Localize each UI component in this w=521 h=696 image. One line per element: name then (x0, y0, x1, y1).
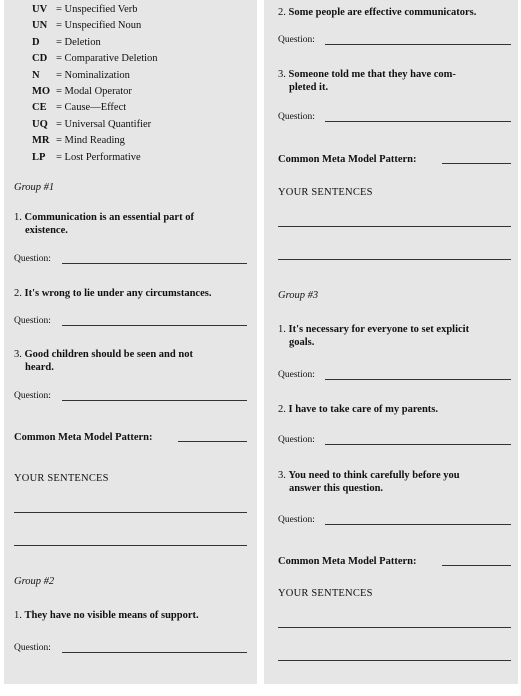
question-label: Question: (14, 254, 51, 264)
group-3-item-1 (278, 323, 469, 336)
question-label: Question: (14, 316, 51, 326)
question-label: Question: (278, 35, 315, 45)
item-text: pleted it. (289, 82, 329, 93)
answer-line[interactable] (62, 325, 247, 326)
pattern-label: Common Meta Model Pattern: (278, 556, 417, 567)
abbreviation-code: CD (32, 53, 48, 65)
group-1-item-1-cont (25, 224, 68, 237)
abbreviation-row (32, 134, 125, 147)
item-text: Good children should be seen and not (24, 349, 193, 360)
item-text: I have to take care of my parents. (288, 404, 439, 415)
answer-line[interactable] (62, 263, 247, 264)
group-1-item-3 (14, 348, 193, 361)
abbreviation-meaning: = Cause—Effect (56, 102, 127, 114)
item-text: It's wrong to lie under any circumstances. (24, 288, 212, 299)
abbreviation-code: UQ (32, 118, 48, 130)
question-label: Question: (14, 643, 51, 653)
item-text: They have no visible means of support. (24, 610, 199, 621)
group-1-item-2 (14, 287, 211, 300)
abbreviation-row (32, 36, 101, 49)
item-text: Someone told me that they have com- (288, 69, 456, 80)
pattern-label: Common Meta Model Pattern: (14, 432, 153, 443)
item-text: You need to think carefully before you (288, 470, 460, 481)
your-sentences-label: YOUR SENTENCES (278, 588, 373, 599)
group-2-title: Group #2 (14, 576, 55, 587)
group-2-item-3-cont (289, 81, 328, 94)
item-number: 3. (14, 349, 22, 360)
answer-line[interactable] (325, 44, 511, 45)
abbreviation-meaning: = Lost Performative (56, 151, 141, 163)
group-3-item-3 (278, 469, 460, 482)
group-2-item-1 (14, 609, 199, 622)
answer-line[interactable] (325, 379, 511, 380)
question-label: Question: (278, 515, 315, 525)
answer-line[interactable] (325, 524, 511, 525)
abbreviation-meaning: = Modal Operator (56, 86, 132, 97)
abbreviation-code: UN (32, 20, 48, 32)
sentence-line[interactable] (14, 545, 247, 546)
pattern-label: Common Meta Model Pattern: (278, 154, 417, 165)
sentence-line[interactable] (278, 627, 511, 628)
item-text: It's necessary for everyone to set explicit (288, 324, 470, 335)
abbreviation-row (32, 19, 141, 32)
item-text: existence. (25, 225, 68, 236)
question-label: Question: (278, 435, 315, 445)
group-3-item-2 (278, 403, 438, 416)
abbreviation-code: N (32, 69, 40, 81)
question-label: Question: (278, 112, 315, 122)
your-sentences-label: YOUR SENTENCES (14, 473, 109, 484)
pattern-answer-line[interactable] (178, 441, 247, 442)
group-3-item-1-cont (289, 336, 314, 349)
pattern-answer-line[interactable] (442, 163, 511, 164)
item-text: heard. (25, 362, 54, 373)
abbreviation-code: UV (32, 4, 48, 15)
abbreviation-row (32, 52, 158, 65)
sentence-line[interactable] (278, 660, 511, 661)
answer-line[interactable] (325, 121, 511, 122)
group-3-title: Group #3 (278, 290, 319, 301)
pattern-answer-line[interactable] (442, 565, 511, 566)
right-column (264, 0, 518, 684)
item-number: 2. (14, 288, 22, 299)
answer-line[interactable] (62, 652, 247, 653)
question-label: Question: (14, 391, 51, 401)
group-1-title: Group #1 (14, 182, 55, 193)
question-label: Question: (278, 370, 315, 380)
abbreviation-row (32, 151, 141, 164)
item-number: 2. (278, 7, 286, 18)
abbreviation-row (32, 101, 126, 114)
abbreviation-row (32, 69, 130, 82)
abbreviation-code: LP (32, 151, 46, 163)
item-number: 1. (14, 212, 22, 223)
group-1-item-3-cont (25, 361, 54, 374)
abbreviation-meaning: = Unspecified Verb (56, 4, 138, 15)
abbreviation-row (32, 3, 138, 16)
abbreviation-code: MR (32, 135, 50, 147)
group-2-item-2 (278, 6, 476, 19)
abbreviation-row (32, 118, 151, 131)
abbreviation-meaning: = Unspecified Noun (56, 20, 142, 32)
abbreviation-meaning: = Nominalization (56, 69, 130, 81)
sentence-line[interactable] (14, 512, 247, 513)
abbreviation-row (32, 85, 132, 98)
your-sentences-label: YOUR SENTENCES (278, 187, 373, 198)
left-column (4, 0, 257, 684)
abbreviation-meaning: = Mind Reading (56, 135, 125, 147)
abbreviation-code: D (32, 36, 40, 48)
item-number: 3. (278, 470, 286, 481)
item-number: 1. (14, 610, 22, 621)
abbreviation-code: CE (32, 102, 47, 114)
item-number: 3. (278, 69, 286, 80)
item-text: answer this question. (289, 483, 384, 494)
group-3-item-3-cont (289, 482, 383, 495)
group-2-item-3 (278, 68, 456, 81)
answer-line[interactable] (325, 444, 511, 445)
item-number: 2. (278, 404, 286, 415)
answer-line[interactable] (62, 400, 247, 401)
item-text: Communication is an essential part of (24, 212, 194, 223)
item-text: Some people are effective communicators. (288, 7, 477, 18)
sentence-line[interactable] (278, 259, 511, 260)
group-1-item-1 (14, 211, 194, 224)
abbreviation-code: MO (32, 86, 51, 97)
abbreviation-meaning: = Universal Quantifier (56, 118, 152, 130)
item-text: goals. (289, 337, 315, 348)
abbreviation-meaning: = Comparative Deletion (56, 53, 158, 65)
abbreviation-meaning: = Deletion (56, 36, 101, 48)
sentence-line[interactable] (278, 226, 511, 227)
item-number: 1. (278, 324, 286, 335)
